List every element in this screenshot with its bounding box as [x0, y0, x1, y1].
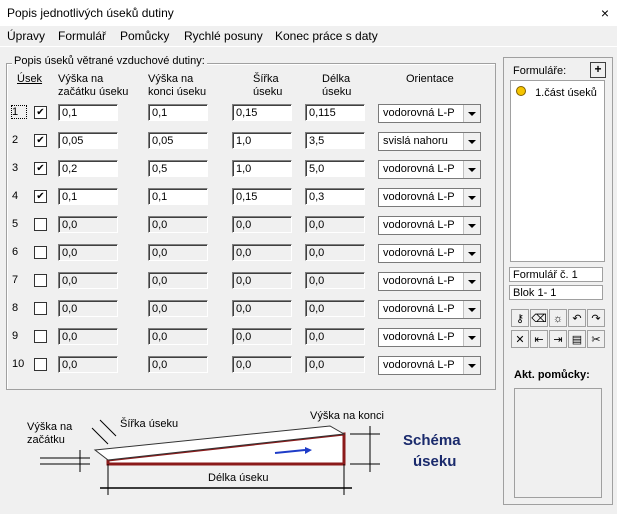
sirka-input[interactable]: 0,0: [232, 244, 292, 261]
vyska-zacatek-input[interactable]: 0,0: [58, 244, 118, 261]
orientace-select[interactable]: [378, 356, 481, 375]
formular-number: Formulář č. 1: [509, 267, 603, 282]
schema-vyska-zac-1: Výška na: [27, 421, 73, 433]
sirka-input[interactable]: 0,0: [232, 356, 292, 373]
header-vyska-zacatek: Výška na začátku úseku: [58, 73, 129, 98]
header-orientace: Orientace: [406, 73, 454, 85]
row-number: 4: [12, 190, 19, 202]
forms-tree: [510, 80, 605, 262]
row-checkbox[interactable]: [34, 358, 47, 371]
vyska-konec-input[interactable]: 0,0: [148, 272, 208, 289]
row-number: 6: [12, 246, 19, 258]
header-vyska-konec: Výška na konci úseku: [148, 73, 207, 98]
sirka-input[interactable]: 0,15: [232, 188, 292, 205]
row-checkbox[interactable]: ✔: [34, 134, 47, 147]
row-number: 8: [12, 302, 19, 314]
vyska-konec-input[interactable]: 0,0: [148, 244, 208, 261]
add-form-button[interactable]: +: [590, 62, 606, 78]
last-icon[interactable]: ⇥: [549, 330, 567, 348]
item-dot-icon: [516, 86, 526, 96]
vyska-konec-input[interactable]: 0,1: [148, 104, 208, 121]
orientace-value: vodorovná L-P: [383, 219, 455, 231]
row-number: 3: [12, 162, 19, 174]
row-checkbox[interactable]: ✔: [34, 106, 47, 119]
formulare-label: Formuláře:: [513, 65, 567, 77]
row-checkbox[interactable]: ✔: [34, 162, 47, 175]
delete-icon[interactable]: ✕: [511, 330, 529, 348]
row-checkbox[interactable]: [34, 218, 47, 231]
row-checkbox[interactable]: [34, 330, 47, 343]
orientace-select[interactable]: [378, 300, 481, 319]
eraser-icon[interactable]: ⌫: [530, 309, 548, 327]
sirka-input[interactable]: 1,0: [232, 132, 292, 149]
title-bar: [0, 0, 617, 26]
first-icon[interactable]: ⇤: [530, 330, 548, 348]
orientace-select[interactable]: [378, 132, 481, 151]
chevron-down-icon[interactable]: [463, 161, 480, 178]
orientace-value: vodorovná L-P: [383, 247, 455, 259]
akt-pomucky-box: [514, 388, 602, 498]
vyska-konec-input[interactable]: 0,5: [148, 160, 208, 177]
tree-item-label: 1.část úseků: [535, 87, 597, 99]
orientace-select[interactable]: [378, 104, 481, 123]
menu-item-4[interactable]: Konec práce s daty: [275, 29, 378, 43]
delka-input[interactable]: 0,0: [305, 244, 365, 261]
blok-range: Blok 1- 1: [509, 285, 603, 300]
undo-icon[interactable]: ↶: [568, 309, 586, 327]
key-icon[interactable]: ⚷: [511, 309, 529, 327]
row-number: 10: [12, 358, 25, 370]
paste-icon[interactable]: ▤: [568, 330, 586, 348]
sirka-input[interactable]: 0,0: [232, 272, 292, 289]
orientace-value: vodorovná L-P: [383, 107, 455, 119]
vyska-zacatek-input[interactable]: 0,1: [58, 188, 118, 205]
header-sirka: Šířka úseku: [253, 73, 283, 98]
menu-item-1[interactable]: Formulář: [58, 29, 107, 43]
delka-input[interactable]: 0,115: [305, 104, 365, 121]
vyska-konec-input[interactable]: 0,0: [148, 300, 208, 317]
redo-icon[interactable]: ↷: [587, 309, 605, 327]
vyska-konec-input[interactable]: 0,0: [148, 356, 208, 373]
close-icon[interactable]: ×: [600, 5, 610, 21]
vyska-zacatek-input[interactable]: 0,0: [58, 328, 118, 345]
delka-input[interactable]: 5,0: [305, 160, 365, 177]
delka-input[interactable]: 0,0: [305, 300, 365, 317]
chevron-down-icon[interactable]: [463, 245, 480, 262]
orientace-value: vodorovná L-P: [383, 163, 455, 175]
orientace-select[interactable]: [378, 272, 481, 291]
cut-icon[interactable]: ✂: [587, 330, 605, 348]
vyska-zacatek-input[interactable]: 0,0: [58, 272, 118, 289]
schema-vyska-zac-2: začátku: [27, 434, 65, 446]
orientace-value: vodorovná L-P: [383, 331, 455, 343]
delka-input[interactable]: 0,3: [305, 188, 365, 205]
menu-item-3[interactable]: Rychlé posuny: [184, 29, 263, 43]
orientace-value: vodorovná L-P: [383, 275, 455, 287]
row-checkbox[interactable]: [34, 274, 47, 287]
chevron-down-icon[interactable]: [463, 189, 480, 206]
orientace-value: svislá nahoru: [383, 135, 448, 147]
row-number: 5: [12, 218, 19, 230]
sirka-input[interactable]: 1,0: [232, 160, 292, 177]
vyska-zacatek-input[interactable]: 0,05: [58, 132, 118, 149]
orientace-value: vodorovná L-P: [383, 303, 455, 315]
schema-title-2: úseku: [413, 453, 457, 470]
vyska-konec-input[interactable]: 0,0: [148, 216, 208, 233]
sirka-input[interactable]: 0,0: [232, 328, 292, 345]
schema-delka: Délka úseku: [208, 472, 269, 484]
header-usek: Úsek: [17, 73, 43, 85]
delka-input[interactable]: 0,0: [305, 272, 365, 289]
row-checkbox[interactable]: [34, 246, 47, 259]
delka-input[interactable]: 3,5: [305, 132, 365, 149]
vyska-konec-input[interactable]: 0,05: [148, 132, 208, 149]
row-number: 7: [12, 274, 19, 286]
orientace-value: vodorovná L-P: [383, 191, 455, 203]
vyska-konec-input[interactable]: 0,1: [148, 188, 208, 205]
vyska-zacatek-input[interactable]: 0,0: [58, 216, 118, 233]
menu-item-0[interactable]: Úpravy: [7, 29, 46, 43]
chevron-down-icon[interactable]: [463, 105, 480, 122]
row-number: 9: [12, 330, 19, 342]
orientace-select[interactable]: [378, 244, 481, 263]
row-checkbox[interactable]: ✔: [34, 190, 47, 203]
menu-item-2[interactable]: Pomůcky: [120, 29, 170, 43]
tree-item[interactable]: [516, 86, 597, 99]
delka-input[interactable]: 0,0: [305, 328, 365, 345]
vyska-zacatek-input[interactable]: 0,2: [58, 160, 118, 177]
vyska-zacatek-input[interactable]: 0,0: [58, 300, 118, 317]
schema-title-1: Schéma: [403, 432, 461, 449]
orientace-select[interactable]: [378, 328, 481, 347]
schema-sirka: Šířka úseku: [120, 418, 179, 430]
chevron-down-icon[interactable]: [463, 329, 480, 346]
row-checkbox[interactable]: [34, 302, 47, 315]
row-number: 2: [12, 134, 19, 146]
sirka-input[interactable]: 0,0: [232, 300, 292, 317]
vyska-zacatek-input[interactable]: 0,1: [58, 104, 118, 121]
menu-bar: [0, 26, 617, 47]
schema-vyska-kon: Výška na konci: [310, 410, 384, 422]
sirka-input[interactable]: 0,0: [232, 216, 292, 233]
schema-diagram: [20, 400, 490, 505]
orientace-select[interactable]: [378, 216, 481, 235]
orientace-select[interactable]: [378, 188, 481, 207]
vyska-konec-input[interactable]: 0,0: [148, 328, 208, 345]
vyska-zacatek-input[interactable]: 0,0: [58, 356, 118, 373]
chevron-down-icon[interactable]: [463, 217, 480, 234]
chevron-down-icon[interactable]: [463, 357, 480, 374]
delka-input[interactable]: 0,0: [305, 216, 365, 233]
chevron-down-icon[interactable]: [463, 301, 480, 318]
chevron-down-icon[interactable]: [463, 273, 480, 290]
group-caption: Popis úseků větrané vzduchové dutiny:: [14, 55, 205, 67]
delka-input[interactable]: 0,0: [305, 356, 365, 373]
sun-icon[interactable]: ☼: [549, 309, 567, 327]
window-title: Popis jednotlivých úseků dutiny: [7, 6, 174, 20]
header-delka: Délka úseku: [322, 73, 352, 98]
orientace-value: vodorovná L-P: [383, 359, 455, 371]
row-number: 1: [12, 106, 26, 118]
akt-pomucky-label: Akt. pomůcky:: [514, 369, 590, 381]
sirka-input[interactable]: 0,15: [232, 104, 292, 121]
chevron-down-icon[interactable]: [463, 133, 480, 150]
orientace-select[interactable]: [378, 160, 481, 179]
